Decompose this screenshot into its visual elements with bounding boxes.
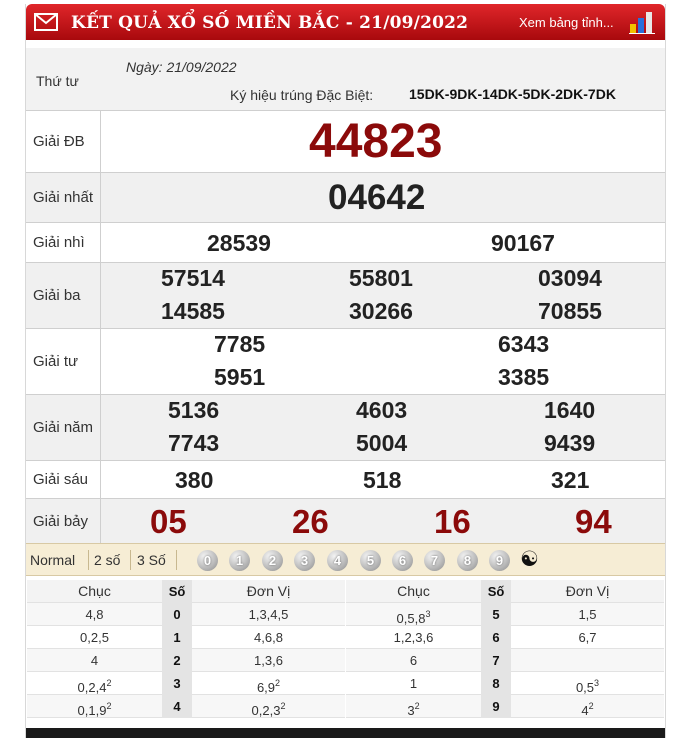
prize-row-sixth xyxy=(26,460,665,498)
mail-icon xyxy=(34,13,58,31)
digit-1-button[interactable]: 1 xyxy=(229,550,250,571)
tail-cell: $6,9^2$ xyxy=(256,678,281,695)
prize-number: 7743 xyxy=(168,430,220,456)
prize-row-first xyxy=(26,172,665,222)
prize-label: Giải sáu xyxy=(26,461,101,498)
prize-number: 5136 xyxy=(168,397,220,423)
digit-cell: 1 xyxy=(162,626,192,649)
separator xyxy=(88,550,89,570)
tail-column-header: Đơn Vị xyxy=(246,583,291,599)
prize-number: 44823 xyxy=(309,115,443,168)
prize-number: 57514 xyxy=(161,265,225,291)
digit-4-button[interactable]: 4 xyxy=(327,550,348,571)
digit-5-button[interactable]: 5 xyxy=(360,550,381,571)
digit-cell: 3 xyxy=(162,672,192,695)
digit-cell: 2 xyxy=(162,649,192,672)
prize-label: Giải năm xyxy=(26,395,101,460)
loto-rows xyxy=(346,603,664,718)
digit-cell: 6 xyxy=(481,626,511,649)
weekday: Thứ tư xyxy=(36,73,79,89)
table-row xyxy=(346,695,664,718)
table-row xyxy=(27,603,345,626)
head-cell: 0,5,8$^3$ xyxy=(396,609,431,626)
digit-cell: 9 xyxy=(481,695,511,718)
prize-row-seventh xyxy=(26,498,665,543)
loto-header-row xyxy=(346,580,664,603)
digit-3-button[interactable]: 3 xyxy=(294,550,315,571)
digit-0-button[interactable]: 0 xyxy=(197,550,218,571)
digit-cell: 0 xyxy=(162,603,192,626)
prize-number: 6343 xyxy=(498,331,550,357)
tail-column-header: Đơn Vị xyxy=(565,583,610,599)
prize-row-fourth xyxy=(26,328,665,394)
special-symbol-label: Ký hiệu trúng Đặc Biệt: xyxy=(230,87,374,103)
digit-cell: 8 xyxy=(481,672,511,695)
prize-label: Giải bảy xyxy=(26,499,101,543)
prize-label: Giải nhất xyxy=(26,173,101,222)
bar-chart-icon[interactable] xyxy=(629,10,655,34)
prize-label: Giải nhì xyxy=(26,223,101,262)
mode-3-digit-button[interactable]: 3 Số xyxy=(137,552,166,568)
mode-2-digit-button[interactable]: 2 số xyxy=(94,552,121,568)
table-row xyxy=(346,603,664,626)
special-symbol-value: 15DK-9DK-14DK-5DK-2DK-7DK xyxy=(409,86,616,102)
prize-number: 5004 xyxy=(356,430,408,456)
loto-header-row xyxy=(27,580,345,603)
loto-table-right xyxy=(346,580,664,718)
prize-number: 03094 xyxy=(538,265,602,291)
prize-label: Giải tư xyxy=(26,329,101,394)
head-cell: 4,8 xyxy=(85,607,104,622)
table-row xyxy=(27,672,345,695)
digit-8-button[interactable]: 8 xyxy=(457,550,478,571)
prize-number: 04642 xyxy=(328,178,426,217)
draw-info xyxy=(26,48,665,110)
head-cell: 1,2,3,6 xyxy=(393,630,434,645)
table-row xyxy=(346,626,664,649)
digit-filter-toolbar xyxy=(26,543,665,576)
head-column-header: Chục xyxy=(397,583,430,599)
digit-7-button[interactable]: 7 xyxy=(424,550,445,571)
mode-normal-button[interactable]: Normal xyxy=(30,552,76,568)
table-row xyxy=(27,649,345,672)
see-province-table-link[interactable]: Xem bảng tỉnh... xyxy=(519,15,614,30)
prize-number: 16 xyxy=(434,503,471,540)
tail-cell: $4^2$ xyxy=(581,701,594,718)
loto-rows xyxy=(27,603,345,718)
head-cell: $3^2$ xyxy=(407,701,420,718)
prize-number: 70855 xyxy=(538,298,602,324)
separator xyxy=(176,550,177,570)
loto-table-left xyxy=(27,580,345,718)
head-cell: 1 xyxy=(409,676,418,691)
yin-yang-icon[interactable]: ☯ xyxy=(520,547,539,571)
prize-row-fifth xyxy=(26,394,665,460)
prize-row-third xyxy=(26,262,665,328)
digit-cell: 4 xyxy=(162,695,192,718)
footer-bar xyxy=(26,728,665,738)
tail-cell: 4,6,8 xyxy=(254,630,283,645)
separator xyxy=(130,550,131,570)
prize-label: Giải ĐB xyxy=(26,111,101,172)
results-panel xyxy=(25,4,666,738)
prize-number: 518 xyxy=(363,467,402,493)
prize-number: 30266 xyxy=(349,298,413,324)
prize-number: 9439 xyxy=(544,430,596,456)
table-row xyxy=(27,626,345,649)
head-cell: 0,2,5 xyxy=(80,630,109,645)
draw-date: Ngày: 21/09/2022 xyxy=(126,59,237,75)
digit-9-button[interactable]: 9 xyxy=(489,550,510,571)
head-cell: 0,1,9$^2$ xyxy=(77,701,112,718)
tail-cell: 6,7 xyxy=(578,630,597,645)
prize-number: 05 xyxy=(150,503,187,540)
digit-6-button[interactable]: 6 xyxy=(392,550,413,571)
prize-label: Giải ba xyxy=(26,263,101,328)
prize-number: 26 xyxy=(292,503,329,540)
page-title: KẾT QUẢ XỔ SỐ MIỀN BẮC - 21/09/2022 xyxy=(71,13,469,33)
prize-number: 5951 xyxy=(214,364,266,390)
tail-cell xyxy=(511,649,664,672)
prize-number: 3385 xyxy=(498,364,550,390)
table-row xyxy=(346,672,664,695)
prize-number: 1640 xyxy=(544,397,596,423)
table-row xyxy=(27,695,345,718)
prize-number: 94 xyxy=(575,503,612,540)
prize-number: 7785 xyxy=(214,331,266,357)
tail-cell: 1,3,6 xyxy=(254,653,283,668)
digit-column-header: Số xyxy=(481,580,511,603)
digit-cell: 5 xyxy=(481,603,511,626)
prize-number: 55801 xyxy=(349,265,413,291)
prize-row-second xyxy=(26,222,665,262)
prize-number: 321 xyxy=(551,467,590,493)
results-header xyxy=(26,4,665,40)
tail-cell: 1,5 xyxy=(578,607,597,622)
prize-row-special xyxy=(26,110,665,172)
digit-column-header: Số xyxy=(162,580,192,603)
head-cell: 4 xyxy=(90,653,99,668)
tail-cell: $0,5^3$ xyxy=(575,678,600,695)
digit-2-button[interactable]: 2 xyxy=(262,550,283,571)
digit-cell: 7 xyxy=(481,649,511,672)
prize-number: 90167 xyxy=(491,230,555,256)
head-cell: 6 xyxy=(409,653,418,668)
tail-cell: 1,3,4,5 xyxy=(248,607,289,622)
prize-number: 28539 xyxy=(207,230,271,256)
head-cell: 0,2,4$^2$ xyxy=(77,678,112,695)
tail-cell: 0,2,3$^2$ xyxy=(251,701,286,718)
prize-number: 380 xyxy=(175,467,214,493)
prize-number: 4603 xyxy=(356,397,408,423)
prize-number: 14585 xyxy=(161,298,225,324)
head-column-header: Chục xyxy=(78,583,111,599)
table-row xyxy=(346,649,664,672)
